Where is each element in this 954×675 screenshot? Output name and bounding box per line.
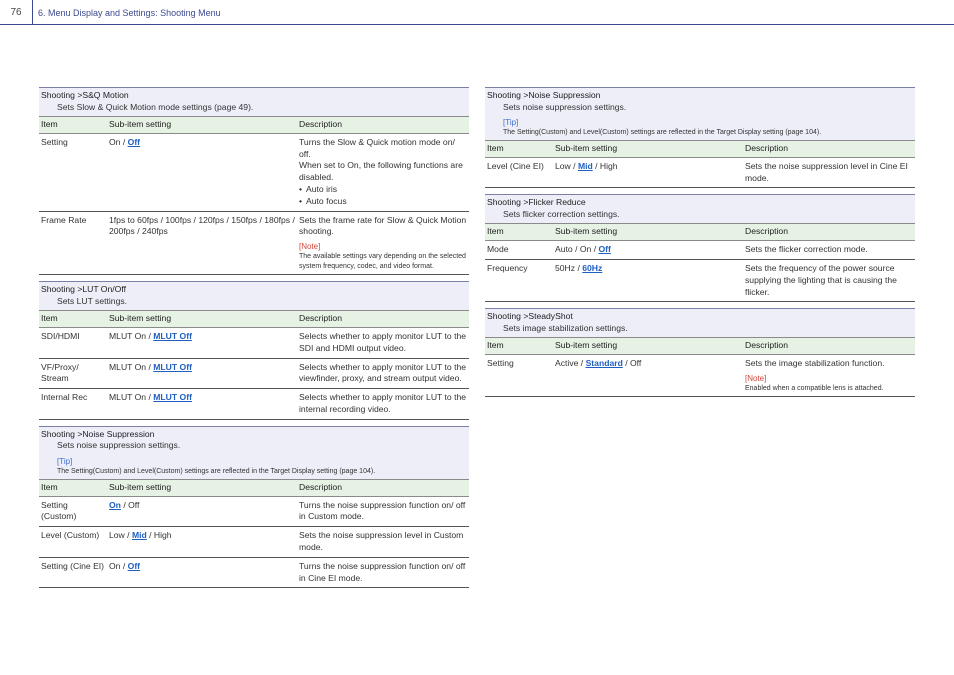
description-cell xyxy=(743,355,915,397)
section-description: Sets LUT settings. xyxy=(57,295,128,306)
note-text: Enabled when a compatible lens is attached. xyxy=(745,384,884,392)
item-cell: Level (Cine EI) xyxy=(485,157,553,188)
default-option: Off xyxy=(127,560,141,571)
column-header-item: Item xyxy=(39,311,107,328)
option-text: MLUT On xyxy=(109,361,147,372)
option-text: / Off xyxy=(120,499,140,510)
option-text: / xyxy=(120,136,128,147)
description-cell xyxy=(297,358,469,389)
description-text: Selects whether to apply monitor LUT to the internal recording video. xyxy=(299,392,467,414)
table-header-row xyxy=(485,141,915,158)
table-header-row xyxy=(39,479,469,496)
option-text: MLUT On xyxy=(109,392,147,403)
sub-item-cell xyxy=(107,211,297,275)
sub-item-cell xyxy=(553,241,743,260)
table-row xyxy=(39,327,469,358)
default-option: Off xyxy=(598,244,611,255)
section-header xyxy=(39,87,469,116)
option-text: 1fps to 60fps / 100fps / 120fps / 150fps / 180fps / 200fps / 240fps xyxy=(109,214,295,237)
option-text: Low / xyxy=(109,530,132,541)
table-header-row xyxy=(39,311,469,328)
description-cell xyxy=(297,327,469,358)
description-text: Sets the frame rate for Slow & Quick Motion shooting. xyxy=(299,214,467,237)
column-header-sub-item: Sub-item setting xyxy=(107,311,297,328)
section-description: Sets noise suppression settings. xyxy=(503,101,627,112)
table-row xyxy=(39,557,469,588)
option-text: / xyxy=(146,361,154,372)
column-header-description: Description xyxy=(743,141,915,158)
description-cell xyxy=(297,496,469,527)
menu-section xyxy=(485,87,915,188)
option-text: Auto / On / xyxy=(555,244,599,255)
section-spacer xyxy=(39,588,469,594)
column-header-description: Description xyxy=(297,479,469,496)
sub-item-cell xyxy=(107,358,297,389)
description-cell xyxy=(743,241,915,260)
column-header-sub-item: Sub-item setting xyxy=(107,479,297,496)
section-header xyxy=(485,194,915,223)
table-row xyxy=(39,211,469,275)
description-text: Selects whether to apply monitor LUT to the viewfinder, proxy, and stream output video. xyxy=(299,361,467,384)
description-text-2: When set to On, the following functions are disabled. xyxy=(299,160,463,183)
item-cell: Setting xyxy=(485,355,553,397)
column-header-item: Item xyxy=(39,479,107,496)
section-description: Sets flicker correction settings. xyxy=(503,208,620,219)
table-header-row xyxy=(39,117,469,134)
item-cell: Setting (Cine EI) xyxy=(39,557,107,588)
table-header-row xyxy=(485,338,915,355)
item-cell: VF/Proxy/ Stream xyxy=(39,358,107,389)
section-header xyxy=(485,87,915,140)
menu-section xyxy=(485,194,915,302)
note-label: [Note] xyxy=(299,242,321,252)
description-text: Turns the noise suppression function on/ off in Custom mode. xyxy=(299,499,466,522)
sub-item-cell xyxy=(107,496,297,527)
sub-item-cell xyxy=(107,389,297,420)
table-header-row xyxy=(485,224,915,241)
tip-label: [Tip] xyxy=(503,118,519,127)
description-cell xyxy=(743,157,915,188)
sub-item-cell xyxy=(553,259,743,301)
sub-item-cell xyxy=(107,527,297,558)
note-text: The available settings vary depending on the selected system frequency, codec, and video format. xyxy=(299,253,466,270)
bullet-item: • Auto focus xyxy=(299,196,467,208)
section-header xyxy=(39,426,469,479)
menu-section xyxy=(39,87,469,275)
section-title: Shooting >S&Q Motion xyxy=(41,90,129,100)
default-option: Mid xyxy=(577,160,593,171)
section-header xyxy=(485,308,915,337)
item-cell: Setting (Custom) xyxy=(39,496,107,527)
section-title: Shooting >SteadyShot xyxy=(487,311,573,322)
settings-table xyxy=(485,223,915,302)
option-text: / xyxy=(146,330,154,341)
settings-table xyxy=(485,337,915,397)
description-text: Sets the frequency of the power source supplying the lighting that is causing the flicker. xyxy=(745,262,897,297)
tip-text: The Setting(Custom) and Level(Custom) settings are reflected in the Target Display setting (page 104). xyxy=(57,467,376,475)
sub-item-cell xyxy=(107,557,297,588)
tip-text: The Setting(Custom) and Level(Custom) settings are reflected in the Target Display setting (page 104). xyxy=(503,129,822,136)
description-text: Sets the flicker correction mode. xyxy=(745,244,868,255)
column-header-sub-item: Sub-item setting xyxy=(553,338,743,355)
column-header-description: Description xyxy=(743,224,915,241)
default-option: 60Hz xyxy=(582,262,603,273)
option-text: Active / xyxy=(555,358,586,369)
chapter-title: 6. Menu Display and Settings: Shooting Menu xyxy=(38,8,221,18)
option-text: / High xyxy=(592,160,618,171)
tip-label: [Tip] xyxy=(57,456,73,466)
column-header-item: Item xyxy=(39,117,107,134)
default-option: On xyxy=(109,499,121,510)
column-header-description: Description xyxy=(297,117,469,134)
item-cell: Setting xyxy=(39,133,107,211)
column-header-description: Description xyxy=(743,338,915,355)
table-row xyxy=(39,358,469,389)
description-text: Turns the Slow & Quick motion mode on/ off. xyxy=(299,136,455,159)
default-option: Off xyxy=(127,136,141,147)
option-text: 50Hz / xyxy=(555,262,583,273)
settings-table xyxy=(39,479,469,589)
section-title: Shooting >LUT On/Off xyxy=(41,284,126,295)
sub-item-cell xyxy=(553,157,743,188)
option-text: / xyxy=(146,392,154,403)
table-row xyxy=(485,259,915,301)
option-text: On xyxy=(109,136,121,147)
table-row xyxy=(39,389,469,420)
description-text: Turns the noise suppression function on/ off in Cine EI mode. xyxy=(299,560,466,583)
settings-table xyxy=(39,116,469,275)
page-number: 76 xyxy=(0,0,33,24)
item-cell: Level (Custom) xyxy=(39,527,107,558)
column-header-sub-item: Sub-item setting xyxy=(107,117,297,134)
column-header-item: Item xyxy=(485,141,553,158)
sub-item-cell xyxy=(553,355,743,397)
description-text: Sets the noise suppression level in Custom mode. xyxy=(299,530,464,552)
column-header-item: Item xyxy=(485,224,553,241)
description-cell xyxy=(297,527,469,558)
option-text: Low / xyxy=(555,160,578,171)
description-text: Sets the noise suppression level in Cine EI mode. xyxy=(745,160,908,183)
description-text: Selects whether to apply monitor LUT to the SDI and HDMI output video. xyxy=(299,330,467,353)
option-text: / Off xyxy=(622,358,642,369)
default-option: MLUT Off xyxy=(153,392,192,403)
table-row xyxy=(39,133,469,211)
table-row xyxy=(485,157,915,188)
description-cell xyxy=(743,259,915,301)
section-title: Shooting >Noise Suppression xyxy=(41,428,155,439)
section-description: Sets Slow & Quick Motion mode settings (page 49). xyxy=(57,101,254,112)
description-cell xyxy=(297,133,469,211)
left-column xyxy=(39,87,469,594)
section-header xyxy=(39,281,469,310)
note-label: [Note] xyxy=(745,373,767,383)
description-cell xyxy=(297,557,469,588)
settings-table xyxy=(39,310,469,420)
settings-table xyxy=(485,140,915,188)
column-header-sub-item: Sub-item setting xyxy=(553,141,743,158)
default-option: Mid xyxy=(131,530,147,541)
bullet-item: • Auto iris xyxy=(299,184,467,196)
table-row xyxy=(39,527,469,558)
sub-item-cell xyxy=(107,133,297,211)
menu-section xyxy=(39,426,469,589)
section-description: Sets image stabilization settings. xyxy=(503,322,628,333)
right-column xyxy=(485,87,915,403)
table-row xyxy=(485,241,915,260)
menu-section xyxy=(39,281,469,420)
item-cell: SDI/HDMI xyxy=(39,327,107,358)
default-option: MLUT Off xyxy=(153,361,192,372)
section-description: Sets noise suppression settings. xyxy=(57,440,181,451)
page-header xyxy=(0,0,954,25)
column-header-description: Description xyxy=(297,311,469,328)
table-row xyxy=(485,355,915,397)
default-option: MLUT Off xyxy=(153,330,192,341)
description-cell xyxy=(297,211,469,275)
tip-box xyxy=(487,118,913,137)
section-title: Shooting >Flicker Reduce xyxy=(487,197,586,208)
section-title: Shooting >Noise Suppression xyxy=(487,90,601,100)
menu-section xyxy=(485,308,915,397)
tip-box xyxy=(41,457,467,476)
option-text: On / xyxy=(109,560,128,571)
option-text: MLUT On xyxy=(109,330,147,341)
description-text: Sets the image stabilization function. xyxy=(745,358,885,369)
item-cell: Internal Rec xyxy=(39,389,107,420)
description-cell xyxy=(297,389,469,420)
section-spacer xyxy=(485,397,915,403)
item-cell: Mode xyxy=(485,241,553,260)
option-text: / High xyxy=(146,530,172,541)
table-row xyxy=(39,496,469,527)
column-header-sub-item: Sub-item setting xyxy=(553,224,743,241)
column-header-item: Item xyxy=(485,338,553,355)
item-cell: Frame Rate xyxy=(39,211,107,275)
sub-item-cell xyxy=(107,327,297,358)
item-cell: Frequency xyxy=(485,259,553,301)
default-option: Standard xyxy=(585,358,623,369)
